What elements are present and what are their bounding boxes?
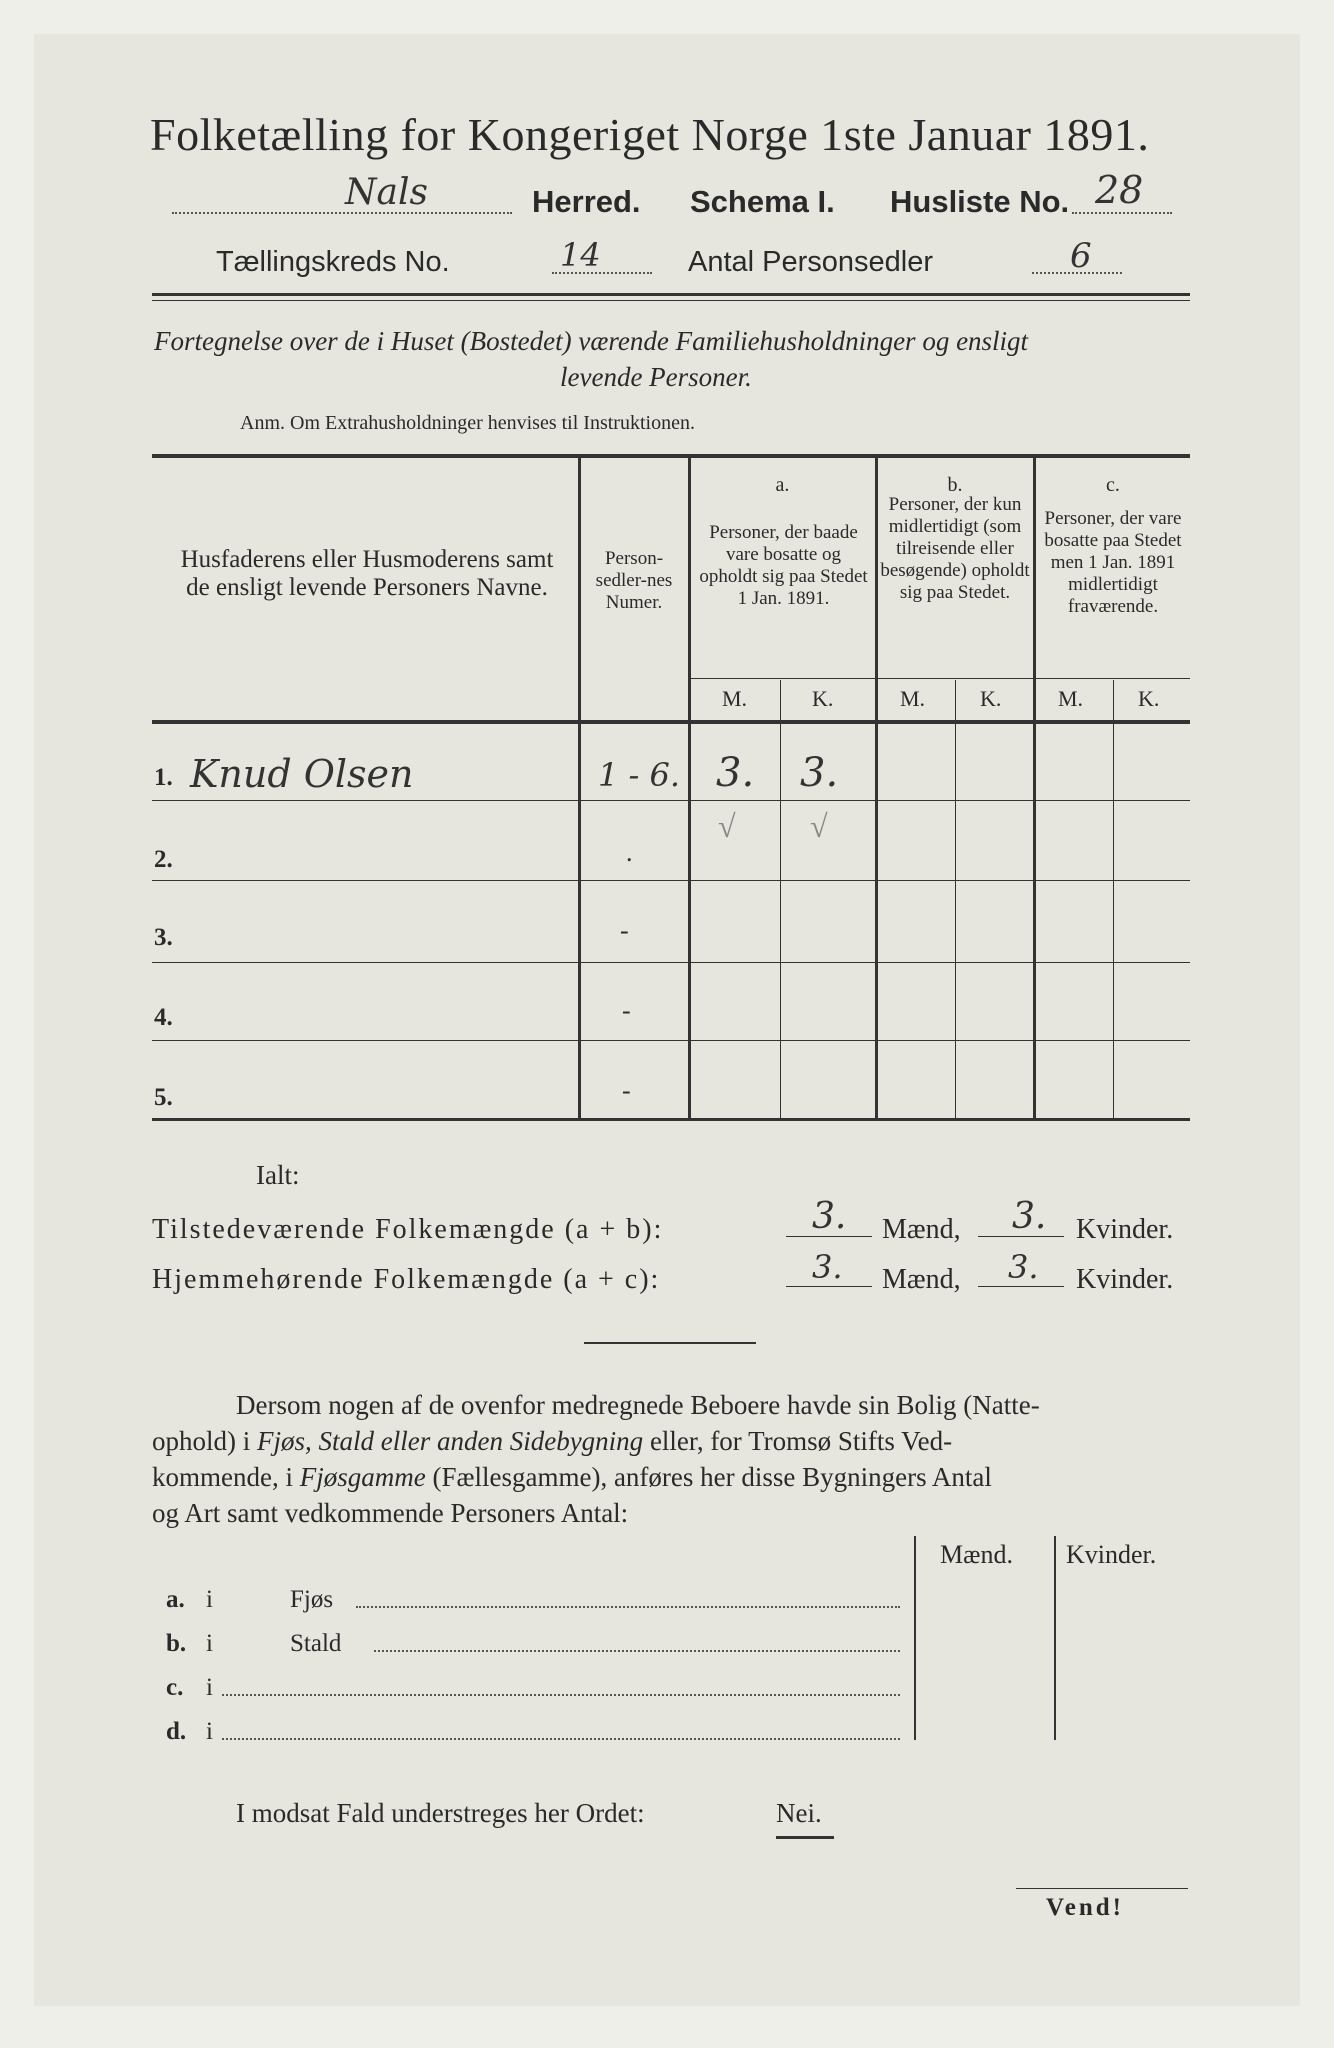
mk-rule xyxy=(690,678,1190,679)
item-i: i xyxy=(206,1630,213,1657)
row-rule-1 xyxy=(152,800,1190,801)
para-line1: Dersom nogen af de ovenfor medregnede Beboere havde sin Bolig (Natte- xyxy=(236,1390,1040,1420)
item-i: i xyxy=(206,1674,213,1701)
item-letter: b. xyxy=(166,1630,187,1657)
header-c-k: K. xyxy=(1138,686,1160,711)
para-italic: Fjøs, Stald eller anden Sidebygning xyxy=(257,1426,644,1456)
para-text: eller, for Tromsø Stifts Ved- xyxy=(643,1426,953,1456)
header-a-m: M. xyxy=(722,686,748,711)
header-a-k: K. xyxy=(812,686,834,711)
row-numer: 1 - 6. xyxy=(598,756,681,794)
col-divider-1 xyxy=(578,456,581,1118)
row-rule-4 xyxy=(152,1040,1190,1041)
row-number: 5. xyxy=(154,1084,173,1111)
buildings-maend: Mænd. xyxy=(940,1540,1013,1569)
herred-dotline xyxy=(172,212,512,214)
item-i: i xyxy=(206,1718,213,1745)
buildings-divider-2 xyxy=(1054,1536,1056,1740)
husliste-label: Husliste No. xyxy=(890,184,1070,219)
tilstede-k: 3. xyxy=(1012,1196,1047,1237)
hjemme-m: 3. xyxy=(812,1248,843,1286)
item-dotline xyxy=(374,1650,900,1652)
item-label: Fjøs xyxy=(290,1586,334,1613)
check-mark: √ xyxy=(810,808,828,844)
maend-label: Mænd, xyxy=(882,1214,961,1245)
para-text: kommende, i xyxy=(152,1462,300,1492)
header-a-letter: a. xyxy=(775,474,790,496)
header-a: Personer, der baade vare bosatte og opholdt sig paa Stedet 1 Jan. 1891. xyxy=(699,522,868,609)
header-rule-thin xyxy=(152,300,1190,301)
husliste-value: 28 xyxy=(1095,168,1144,212)
intro-line2: levende Personer. xyxy=(560,362,752,392)
col-divider-c xyxy=(1113,680,1114,1118)
hjemme-k-line xyxy=(978,1286,1064,1287)
para-line2 xyxy=(152,1426,952,1457)
nei-underline xyxy=(776,1836,834,1839)
para-text: (Fællesgamme), anføres her disse Bygningers Antal xyxy=(425,1462,992,1492)
check-mark: √ xyxy=(718,808,736,844)
kvinder-label: Kvinder. xyxy=(1076,1264,1174,1295)
item-label: Stald xyxy=(290,1630,342,1657)
header-b-letter: b. xyxy=(947,474,963,496)
row-name: Knud Olsen xyxy=(190,752,414,796)
header-b-k: K. xyxy=(980,686,1002,711)
nei-word: Nei. xyxy=(776,1798,822,1828)
hjemme-m-line xyxy=(786,1286,872,1287)
maend-label: Mænd, xyxy=(882,1264,961,1295)
col-divider-2 xyxy=(688,456,691,1118)
row-rule-2 xyxy=(152,880,1190,881)
husliste-dotline xyxy=(1072,212,1172,214)
form-title: Folketælling for Kongeriget Norge 1ste Januar 1891. xyxy=(150,109,1150,160)
herred-label: Herred. xyxy=(532,184,641,219)
para-italic: Fjøsgamme xyxy=(299,1462,426,1492)
header-c-letter: c. xyxy=(1106,474,1120,496)
para-line3 xyxy=(152,1462,992,1493)
row-number: 1. xyxy=(154,764,173,791)
header-names: Husfaderens eller Husmoderens samt de ensligt levende Personers Navne. xyxy=(180,546,554,601)
buildings-kvinder: Kvinder. xyxy=(1066,1540,1157,1569)
section-divider xyxy=(584,1342,756,1344)
row-a-k: 3. xyxy=(800,750,839,796)
personsedler-label: Antal Personsedler xyxy=(688,246,934,278)
header-b-m: M. xyxy=(900,686,926,711)
item-dotline xyxy=(222,1738,900,1740)
kreds-label: Tællingskreds No. xyxy=(216,246,450,278)
col-divider-a xyxy=(780,680,781,1118)
header-c: Personer, der vare bosatte paa Stedet men 1 Jan. 1891 midlertidigt fraværende. xyxy=(1044,508,1182,617)
personsedler-value: 6 xyxy=(1070,236,1092,276)
item-dotline xyxy=(356,1606,900,1608)
row-number: 4. xyxy=(154,1004,173,1031)
schema-label: Schema I. xyxy=(690,184,835,219)
header-c-m: M. xyxy=(1058,686,1084,711)
para-line4: og Art samt vedkommende Personers Antal: xyxy=(152,1498,629,1528)
herred-value: Nals xyxy=(345,172,428,213)
header-b: Personer, der kun midlertidigt (som tilreisende eller besøgende) opholdt sig paa Stedet. xyxy=(880,494,1030,603)
row-numer: - xyxy=(622,996,631,1025)
row-number: 2. xyxy=(154,846,173,873)
item-letter: a. xyxy=(166,1586,185,1613)
tilstede-label: Tilstedeværende Folkemængde (a + b): xyxy=(152,1214,664,1245)
item-letter: d. xyxy=(166,1718,187,1745)
kreds-value: 14 xyxy=(560,236,601,274)
modsat-text: I modsat Fald understreges her Ordet: xyxy=(236,1798,645,1828)
row-numer: - xyxy=(622,1076,631,1105)
vend-label: Vend! xyxy=(1046,1894,1124,1921)
kvinder-label: Kvinder. xyxy=(1076,1214,1174,1245)
buildings-divider-1 xyxy=(914,1536,916,1740)
para-text: ophold) i xyxy=(152,1426,257,1456)
intro-line1: Fortegnelse over de i Huset (Bostedet) værende Familiehusholdninger og ensligt xyxy=(154,326,1029,356)
anm-note: Anm. Om Extrahusholdninger henvises til Instruktionen. xyxy=(240,412,695,434)
item-dotline xyxy=(222,1694,900,1696)
row-a-m: 3. xyxy=(716,750,755,796)
tilstede-m: 3. xyxy=(812,1196,847,1237)
row-numer: - xyxy=(620,916,629,945)
vend-rule xyxy=(1016,1888,1188,1889)
item-i: i xyxy=(206,1586,213,1613)
row-number: 3. xyxy=(154,924,173,951)
row-numer: . xyxy=(626,838,633,867)
row-rule-3 xyxy=(152,962,1190,963)
col-divider-b xyxy=(955,680,956,1118)
hjemme-k: 3. xyxy=(1008,1248,1039,1286)
item-letter: c. xyxy=(166,1674,184,1701)
ialt-label: Ialt: xyxy=(256,1160,300,1190)
table-bottom-rule xyxy=(152,1118,1190,1121)
header-rule xyxy=(152,293,1190,296)
hjemme-label: Hjemmehørende Folkemængde (a + c): xyxy=(152,1264,661,1295)
header-numer: Person-sedler-nes Numer. xyxy=(595,548,673,613)
